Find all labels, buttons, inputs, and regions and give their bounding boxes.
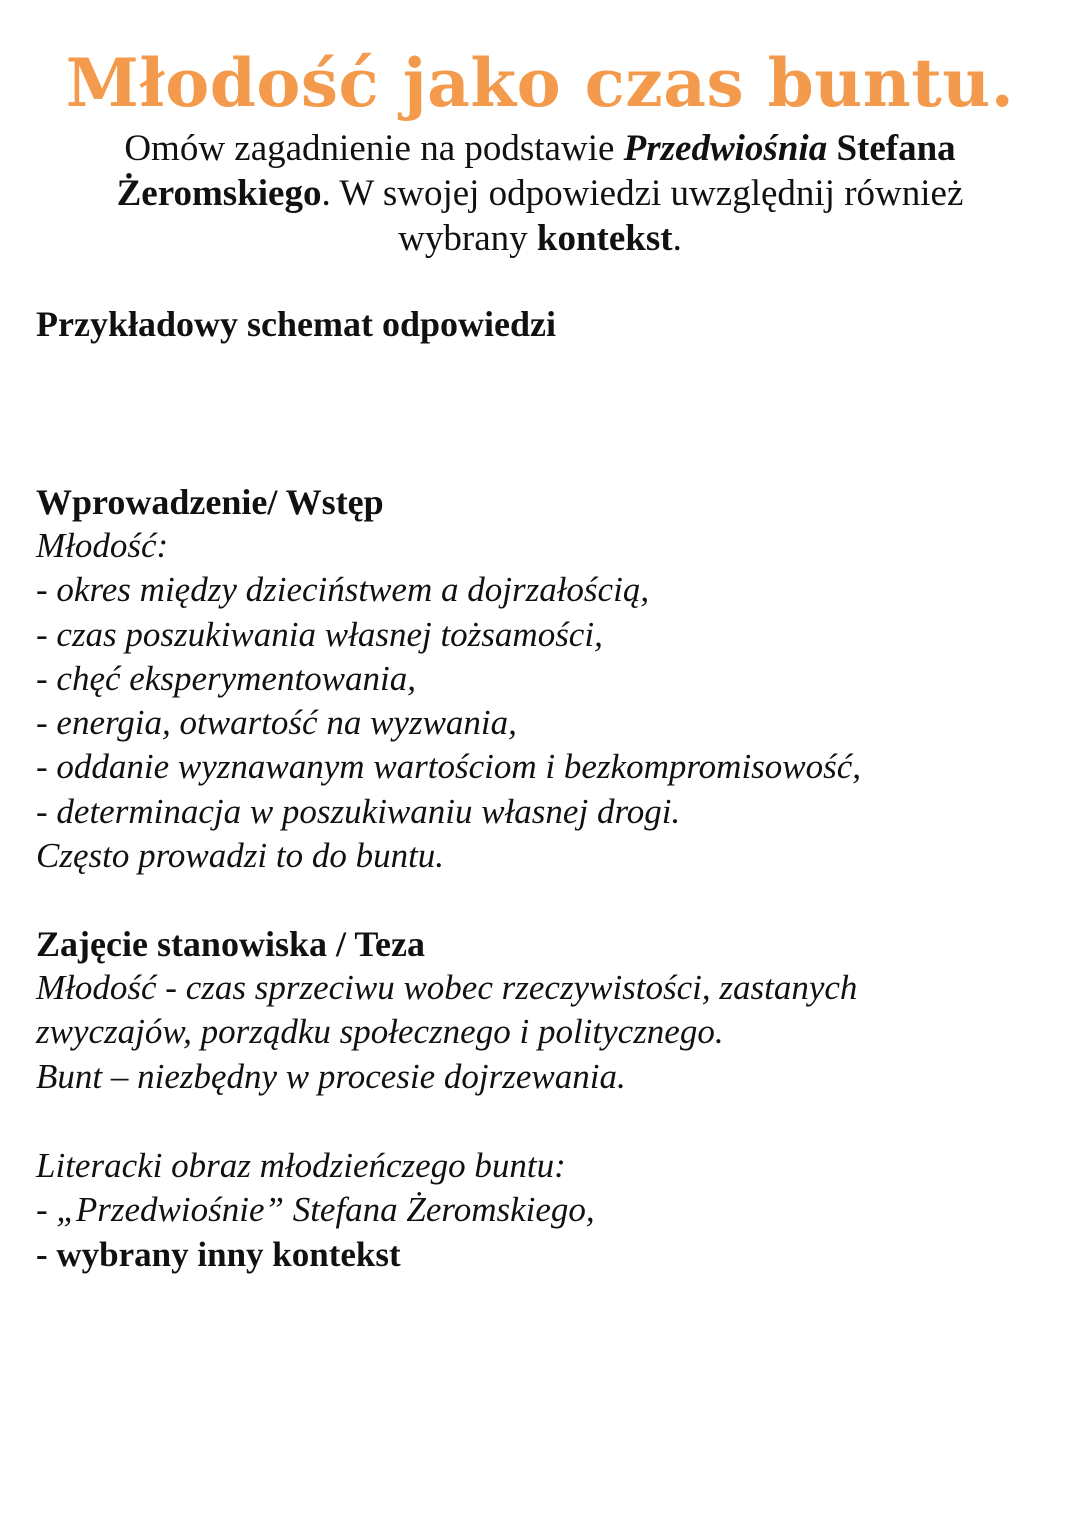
prompt-text-2: . W swojej odpowiedzi uwzględnij również wybrany	[321, 173, 964, 259]
thesis-line: zwyczajów, porządku społecznego i politycznego.	[36, 1012, 724, 1052]
list-item: - „Przedwiośnie” Stefana Żeromskiego,	[36, 1190, 595, 1230]
prompt-author: Żeromskiego	[116, 173, 322, 214]
thesis-section	[36, 966, 1046, 1099]
task-prompt	[60, 126, 1020, 261]
prompt-author-first: Stefana	[827, 128, 956, 169]
prompt-context: kontekst	[536, 218, 673, 259]
literary-label: Literacki obraz młodzieńczego buntu:	[36, 1146, 566, 1185]
intro-section	[36, 524, 1046, 878]
list-item: - energia, otwartość na wyzwania,	[36, 703, 517, 743]
literary-section	[36, 1144, 1046, 1277]
scheme-heading: Przykładowy schemat odpowiedzi	[36, 304, 556, 344]
list-item: - determinacja w poszukiwaniu własnej drogi.	[36, 791, 681, 831]
thesis-line: Bunt – niezbędny w procesie dojrzewania.	[36, 1056, 626, 1096]
prompt-text-3: .	[672, 218, 682, 259]
thesis-heading: Zajęcie stanowiska / Teza	[36, 924, 426, 964]
page-title: Młodość jako czas buntu.	[65, 44, 1015, 122]
list-item: - okres między dzieciństwem a dojrzałością,	[36, 570, 650, 610]
intro-label: Młodość:	[36, 526, 169, 565]
thesis-line: Młodość - czas sprzeciwu wobec rzeczywistości, zastanych	[36, 968, 858, 1007]
intro-conclusion: Często prowadzi to do buntu.	[36, 836, 445, 876]
intro-heading: Wprowadzenie/ Wstęp	[36, 482, 384, 522]
list-item: - oddanie wyznawanym wartościom i bezkompromisowość,	[36, 747, 862, 787]
list-item: - chęć eksperymentowania,	[36, 658, 416, 698]
list-item: - wybrany inny kontekst	[36, 1234, 401, 1274]
list-item: - czas poszukiwania własnej tożsamości,	[36, 614, 603, 654]
prompt-text: Omów zagadnienie na podstawie	[124, 128, 624, 169]
prompt-work-title: Przedwiośnia	[623, 128, 828, 169]
